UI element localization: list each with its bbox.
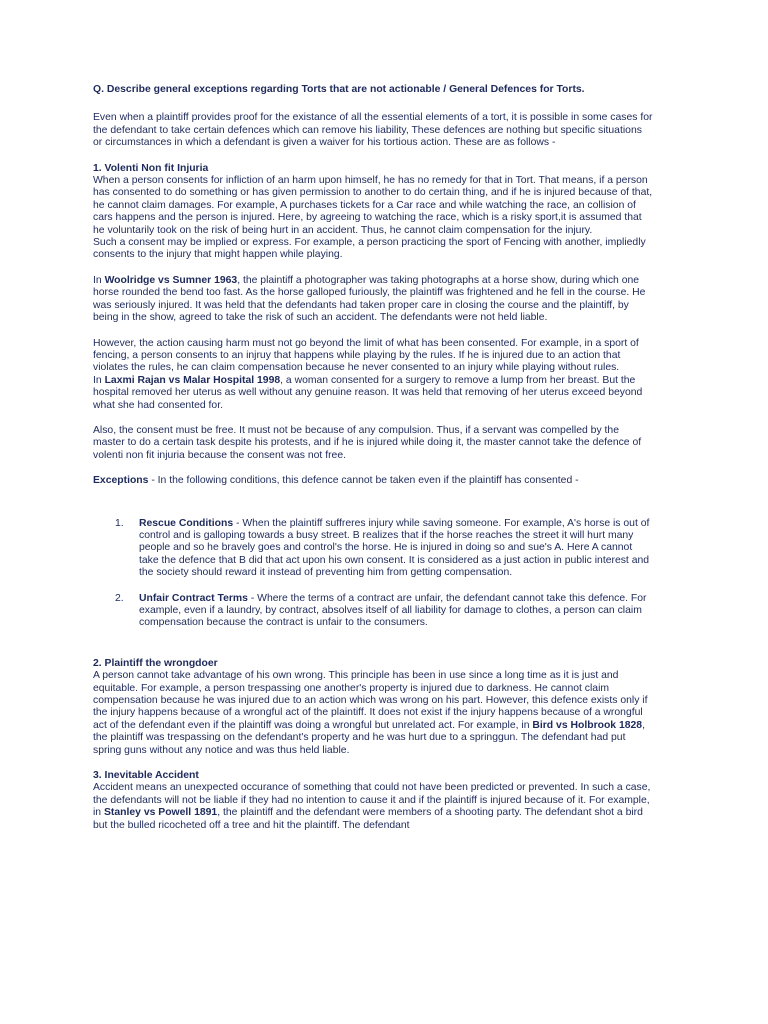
- section-1-heading: 1. Volenti Non fit Injuria: [93, 162, 209, 174]
- laxmi-paragraph: In Laxmi Rajan vs Malar Hospital 1998, a woman consented for a surgery to remove a lump from her breast. But the hospital removed her uterus as well without any genuine reason. It was held that removing of her uterus exceed beyond what she had consented for.: [93, 374, 643, 411]
- section-3-heading: 3. Inevitable Accident: [93, 770, 199, 782]
- section-1-paragraph-2: Such a consent may be implied or express. For example, a person practicing the sport of Fencing with another, impliedly consents to the injury that might happen while playing.: [93, 237, 646, 261]
- document-page: [93, 84, 653, 832]
- case-name-bird: Bird vs Holbrook 1828: [532, 719, 643, 731]
- intro-paragraph: Even when a plaintiff provides proof for the existance of all the essential elements of a tort, it is possible in some cases for the defendant to take certain defences which can remove his liability, These defences are nothing but specific situations or circumstances in which a defendant is given a waiver for his tortious action. These are as follows -: [93, 112, 653, 149]
- list-item-text: - Where the terms of a contract are unfair, the defendant cannot take this defence. For example, even if a laundry, by contract, absolves itself of all liability for damage to clothes, a person can claim compensation because the contract is unfair to the consumers.: [139, 592, 647, 629]
- list-item: [93, 593, 653, 630]
- list-item-title: Rescue Conditions: [139, 517, 234, 529]
- list-item-number: 1.: [115, 517, 124, 529]
- list-item-number: 2.: [115, 592, 124, 604]
- list-item: [93, 518, 653, 580]
- section-1-paragraph-6: Also, the consent must be free. It must not be because of any compulsion. Thus, if a servant was compelled by the master to do a certain task despite his protests, and if he is injured while doing it, the master cannot take the defence of volenti non fit injuria because the consent was not free.: [93, 424, 642, 461]
- exceptions-list: [93, 518, 653, 630]
- list-item-text: - When the plaintiff suffreres injury while saving someone. For example, A's horse is out of control and is galloping towards a busy street. B realizes that if the horse reaches the street it will hurt many people and so he bravely goes and control's the horse. He is injured in doing so and sue's A. Here A cannot take the defence that B did that act upon his own consent. It is considered as a just action in public interest and the society should reward it instead of preventing him from getting compensation.: [139, 517, 650, 579]
- section-1-paragraph-1: When a person consents for infliction of an harm upon himself, he has no remedy for that in Tort. That means, if a person has consented to do something or has given permission to another to do certain thing, and if he is injured because of that, he cannot claim damages. For example, A purchases tickets for a Car race and while watching the race, an collision of cars happens and the person is injured. Here, by agreeing to watching the race, which is a risky sport,it is assumed that he voluntarily took on the risk of being hurt in an accident. Thus, he cannot claim compensation for the injury.: [93, 175, 653, 236]
- woolridge-paragraph: In Woolridge vs Sumner 1963, the plaintiff a photographer was taking photographs at a horse show, during which one horse rounded the bend too fast. As the horse galloped furiously, the plaintiff was frightened and he fell in the course. He was seriously injured. It was held that the defendants had taken proper care in closing the course and the plaintiff, by being in the show, agreed to take the risk of such an accident. The defendants were not held liable.: [93, 274, 646, 324]
- section-3-paragraph: Accident means an unexpected occurance of something that could not have been predicted or prevented. In such a case, the defendants will not be liable if they had no intention to cause it and if the plaintiff is injured because of it. For example, in Stanley vs Powell 1891, the plaintiff and the defendant were members of a shooting party. The defendant shot a bird but the bulled ricocheted off a tree and hit the plaintiff. The defendant: [93, 782, 651, 831]
- exceptions-label: Exceptions: [93, 475, 149, 487]
- list-item-title: Unfair Contract Terms: [139, 592, 248, 604]
- section-1-paragraph-4: However, the action causing harm must not go beyond the limit of what has been consented. For example, in a sport of fencing, a person consents to an injruy that happens while playing by the rules. If he is injured due to an action that violates the rules, he can claim compensation because he never consented to an injury while playing without rules.: [93, 337, 639, 374]
- section-2-heading: 2. Plaintiff the wrongdoer: [93, 657, 218, 669]
- question-title: Q. Describe general exceptions regarding Torts that are not actionable / General Defences for Torts.: [93, 84, 585, 95]
- case-name-woolridge: Woolridge vs Sumner 1963: [104, 274, 238, 286]
- exceptions-line: Exceptions - In the following conditions, this defence cannot be taken even if the plaintiff has consented -: [93, 475, 579, 487]
- case-name-stanley: Stanley vs Powell 1891: [103, 807, 218, 819]
- section-2-paragraph: A person cannot take advantage of his own wrong. This principle has been in use since a long time as it is just and equitable. For example, a person trespassing one another's property is injured due to darkness. He cannot claim compensation because he was injured due to an action which was wrong on his part. However, this defence exists only if the injury happens because of a wrongful act of the plaintiff. It does not exist if the injury happens because of a wrongful act of the defendant even if the plaintiff was doing a wrongful but unrelated act. For example, in Bird vs Holbrook 1828, the plaintiff was trespassing on the defendant's property and he was hurt due to a springgun. The defendant had put spring guns without any notice and was thus held liable.: [93, 670, 648, 756]
- case-name-laxmi: Laxmi Rajan vs Malar Hospital 1998: [104, 374, 281, 386]
